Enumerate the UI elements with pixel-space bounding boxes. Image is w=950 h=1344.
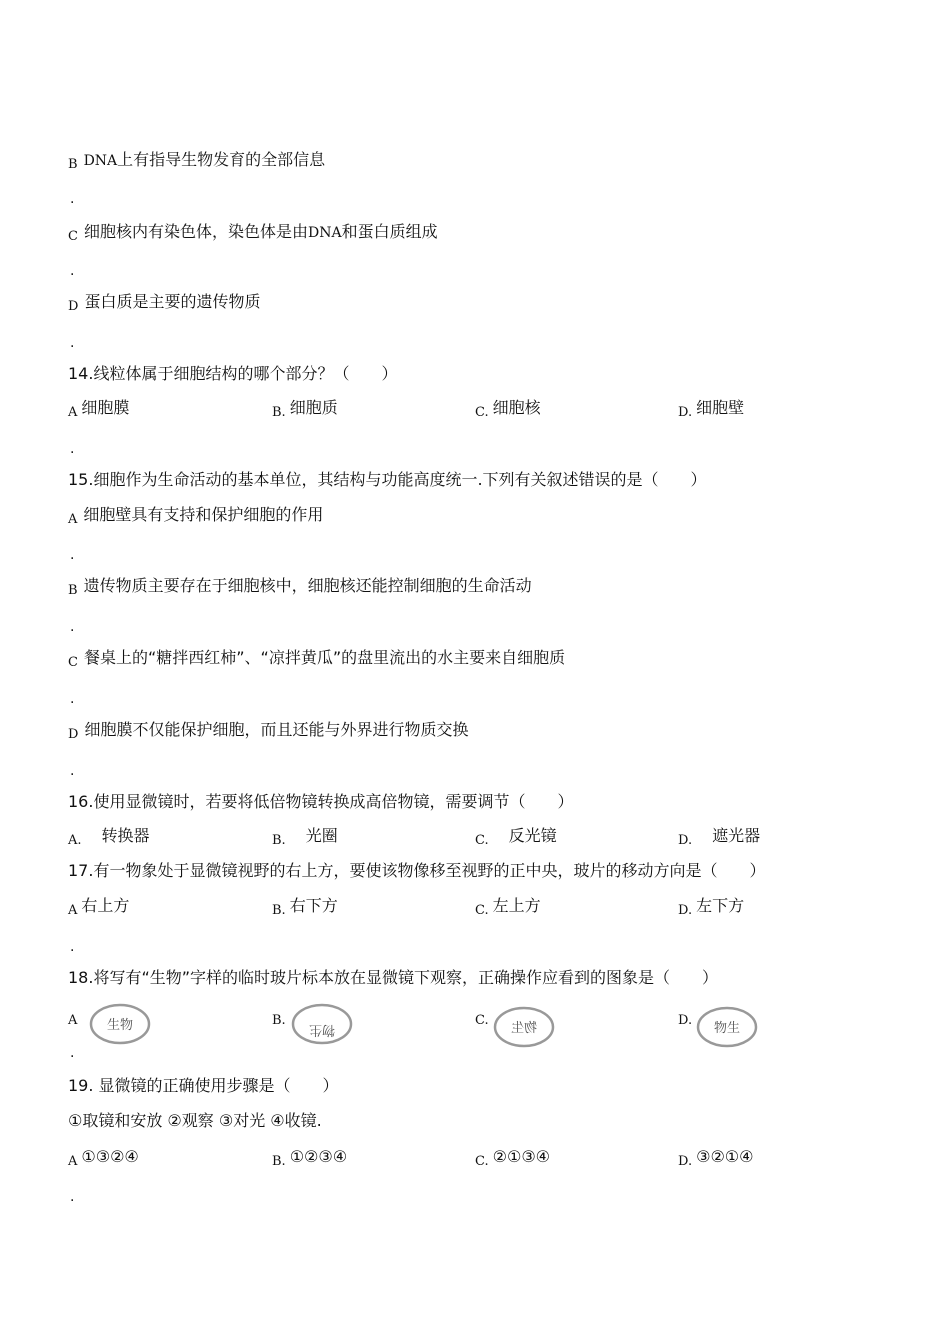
q19-option-c[interactable] bbox=[475, 1147, 550, 1172]
q16-stem: 16.使用显微镜时，若要将低倍物镜转换成高倍物镜，需要调节（ ） bbox=[68, 792, 574, 811]
option-text: 细胞壁具有支持和保护细胞的作用 bbox=[83, 505, 324, 524]
q13-option-c bbox=[68, 222, 438, 247]
q14-stem: 14.线粒体属于细胞结构的哪个部分？（ ） bbox=[68, 364, 398, 383]
q15-option-c[interactable] bbox=[68, 648, 565, 673]
option-text: 反光镜 bbox=[508, 826, 557, 845]
option-text: 右下方 bbox=[289, 896, 338, 915]
q19-option-d[interactable] bbox=[678, 1147, 753, 1172]
separator-dot: . bbox=[70, 1045, 75, 1061]
option-text: ③②①④ bbox=[696, 1147, 754, 1166]
q16-option-c[interactable] bbox=[475, 826, 557, 851]
separator-dot: . bbox=[70, 335, 75, 351]
option-label: B. bbox=[272, 833, 286, 848]
q14-option-a[interactable] bbox=[68, 398, 129, 423]
q19-option-a[interactable] bbox=[68, 1147, 139, 1172]
option-label: B. bbox=[272, 903, 286, 918]
q16-option-d[interactable] bbox=[678, 826, 760, 851]
q15-stem: 15.细胞作为生命活动的基本单位，其结构与功能高度统一.下列有关叙述错误的是（ ） bbox=[68, 470, 707, 489]
q17-option-a[interactable] bbox=[68, 896, 129, 921]
q14-option-d[interactable] bbox=[678, 398, 744, 423]
slide-text: 物生 bbox=[308, 1022, 336, 1037]
option-label: B. bbox=[272, 1013, 286, 1028]
option-text: 和蛋白质组成 bbox=[341, 222, 438, 241]
option-text: 上有指导生物发育的全部信息 bbox=[117, 150, 326, 169]
option-text: 左上方 bbox=[492, 896, 541, 915]
slide-text: 物生 bbox=[713, 1021, 741, 1036]
option-label: C bbox=[68, 655, 78, 670]
option-text: 右上方 bbox=[81, 896, 130, 915]
option-label: B. bbox=[272, 1154, 286, 1169]
option-text: 蛋白质是主要的遗传物质 bbox=[84, 292, 261, 311]
q15-option-a[interactable] bbox=[68, 505, 323, 530]
q18-option-c[interactable] bbox=[475, 1006, 493, 1031]
q17-option-c[interactable] bbox=[475, 896, 541, 921]
q16-option-a[interactable] bbox=[68, 826, 150, 851]
q14-option-c[interactable] bbox=[475, 398, 541, 423]
option-text: 细胞核 bbox=[492, 398, 541, 417]
q17-option-d[interactable] bbox=[678, 896, 744, 921]
option-text: 细胞壁 bbox=[696, 398, 745, 417]
slide-image-c[interactable] bbox=[492, 1005, 556, 1049]
q19-steps: ①取镜和安放 ②观察 ③对光 ④收镜. bbox=[68, 1111, 322, 1130]
separator-dot: . bbox=[70, 691, 75, 707]
option-label: A. bbox=[68, 833, 82, 848]
q18-option-b[interactable] bbox=[272, 1006, 290, 1031]
option-text: 遮光器 bbox=[712, 826, 761, 845]
slide-text: 物生 bbox=[510, 1021, 538, 1036]
option-label: D. bbox=[678, 1154, 693, 1169]
option-label: B bbox=[68, 583, 78, 598]
q14-option-b[interactable] bbox=[272, 398, 338, 423]
separator-dot: . bbox=[70, 619, 75, 635]
option-label: C. bbox=[475, 405, 489, 420]
slide-image-d[interactable] bbox=[695, 1005, 759, 1049]
separator-dot: . bbox=[70, 263, 75, 279]
q15-option-d[interactable] bbox=[68, 720, 468, 745]
option-text: 细胞膜 bbox=[81, 398, 130, 417]
slide-image-b[interactable] bbox=[290, 1002, 354, 1046]
option-label: A bbox=[68, 405, 78, 420]
separator-dot: . bbox=[70, 939, 75, 955]
q16-option-b[interactable] bbox=[272, 826, 338, 851]
q18-option-d[interactable] bbox=[678, 1006, 696, 1031]
option-label: C. bbox=[475, 1154, 489, 1169]
option-label: D. bbox=[678, 1013, 693, 1028]
separator-dot: . bbox=[70, 191, 75, 207]
q17-option-b[interactable] bbox=[272, 896, 338, 921]
q13-option-b bbox=[68, 150, 325, 175]
option-label: D bbox=[68, 727, 79, 742]
option-text: 餐桌上的“糖拌西红柿”、“凉拌黄瓜”的盘里流出的水主要来自细胞质 bbox=[83, 648, 566, 667]
option-text: 细胞核内有染色体，染色体是由 bbox=[83, 222, 308, 241]
option-label: D. bbox=[678, 903, 693, 918]
q17-stem: 17.有一物象处于显微镜视野的右上方，要使该物像移至视野的正中央，玻片的移动方向是（ ） bbox=[68, 861, 766, 880]
option-label: C. bbox=[475, 903, 489, 918]
dna-term: DNA bbox=[307, 225, 342, 241]
option-label: A bbox=[68, 903, 78, 918]
option-text: 光圈 bbox=[305, 826, 338, 845]
q13-option-d bbox=[68, 292, 260, 317]
option-label: A bbox=[68, 512, 78, 527]
separator-dot: . bbox=[70, 441, 75, 457]
q18-option-a[interactable] bbox=[68, 1006, 81, 1031]
option-label: C. bbox=[475, 833, 489, 848]
q19-option-b[interactable] bbox=[272, 1147, 347, 1172]
option-text: 细胞膜不仅能保护细胞，而且还能与外界进行物质交换 bbox=[84, 720, 469, 739]
option-label: A bbox=[68, 1154, 78, 1169]
option-label: D. bbox=[678, 833, 693, 848]
q18-stem: 18.将写有“生物”字样的临时玻片标本放在显微镜下观察，正确操作应看到的图象是（ ） bbox=[68, 968, 719, 987]
separator-dot: . bbox=[70, 547, 75, 563]
option-label: D. bbox=[678, 405, 693, 420]
q19-stem: 19. 显微镜的正确使用步骤是（ ） bbox=[68, 1076, 339, 1095]
option-label: D bbox=[68, 299, 79, 314]
q15-option-b[interactable] bbox=[68, 576, 532, 601]
option-label: B. bbox=[272, 405, 286, 420]
option-text: ②①③④ bbox=[492, 1147, 550, 1166]
option-text: ①②③④ bbox=[289, 1147, 348, 1166]
option-label: A bbox=[68, 1013, 78, 1028]
option-text: 遗传物质主要存在于细胞核中，细胞核还能控制细胞的生命活动 bbox=[83, 576, 532, 595]
option-label: B bbox=[68, 157, 78, 172]
dna-term: DNA bbox=[83, 153, 118, 169]
option-label: C bbox=[68, 229, 78, 244]
option-label: C. bbox=[475, 1013, 489, 1028]
slide-text: 生物 bbox=[106, 1018, 134, 1033]
slide-image-a[interactable] bbox=[88, 1002, 152, 1046]
separator-dot: . bbox=[70, 1189, 75, 1205]
option-text: 左下方 bbox=[696, 896, 745, 915]
separator-dot: . bbox=[70, 763, 75, 779]
option-text: 细胞质 bbox=[289, 398, 338, 417]
option-text: ①③②④ bbox=[81, 1147, 139, 1166]
option-text: 转换器 bbox=[101, 826, 150, 845]
